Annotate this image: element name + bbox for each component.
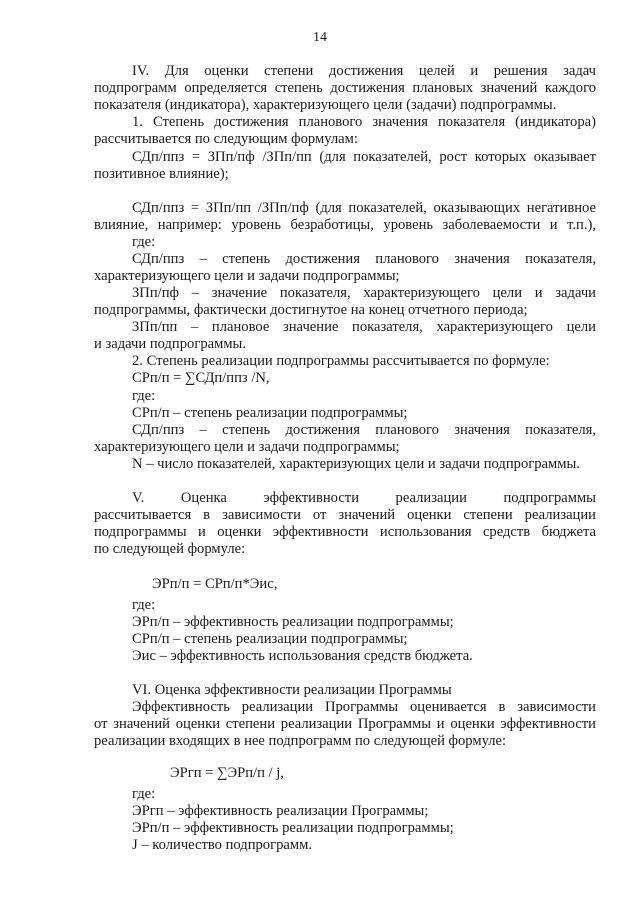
where-label: где: (132, 597, 156, 613)
text-line: рассчитывается по следующим формулам: (94, 131, 358, 147)
definition-line: ЗПп/пп – плановое значение показателя, характеризующего цели (132, 319, 596, 335)
definition-line: J – количество подпрограмм. (132, 837, 312, 853)
text-line: влияние, например: уровень безработицы, уровень заболеваемости и т.п.), (94, 217, 596, 233)
where-label: где: (132, 786, 156, 802)
definition-line: N – число показателей, характеризующих цели и задачи подпрограммы. (132, 456, 580, 472)
text-line: показателя (индикатора), характеризующего цели (задачи) подпрограммы. (94, 97, 557, 113)
definition-line: Эис – эффективность использования средств бюджета. (132, 648, 473, 664)
definition-line: СРп/п – степень реализации подпрограммы; (132, 405, 408, 421)
page-number: 14 (313, 30, 327, 45)
text-line: подпрограммы, фактически достигнутое на конец отчетного периода; (94, 302, 528, 318)
formula-line: СДп/ппз = ЗПп/пф /ЗПп/пп (для показателей, рост которых оказывает (132, 149, 596, 165)
section-iv-heading-line: IV. Для оценки степени достижения целей и решения задач (132, 63, 596, 79)
where-label: где: (132, 388, 156, 404)
section-vi-heading-line: VI. Оценка эффективности реализации Программы (132, 682, 452, 698)
item-2-line: 2. Степень реализации подпрограммы рассчитывается по формуле: (132, 353, 550, 369)
definition-line: ЭРгп – эффективность реализации Программы; (132, 803, 429, 819)
text-line: характеризующего цели и задачи подпрограммы; (94, 439, 400, 455)
text-line: подпрограмм определяется степень достижения плановых значений каждого (94, 80, 596, 96)
text-line: от значений оценки степени реализации Программы и оценки эффективности (94, 716, 596, 732)
text-line: и задачи подпрограммы. (94, 336, 247, 352)
definition-line: СДп/ппз – степень достижения планового значения показателя, (132, 251, 596, 267)
definition-line: СРп/п – степень реализации подпрограммы; (132, 631, 408, 647)
definition-line: СДп/ппз – степень достижения планового значения показателя, (132, 422, 596, 438)
formula-line: СДп/ппз = ЗПп/пп /ЗПп/пф (для показателей, оказывающих негативное (132, 200, 596, 216)
text-line: характеризующего цели и задачи подпрограммы; (94, 268, 400, 284)
definition-line: ЗПп/пф – значение показателя, характеризующего цели и задачи (132, 285, 596, 301)
formula-line: СРп/п = ∑СДп/ппз /N, (132, 370, 270, 386)
section-v-heading-line: V. Оценка эффективности реализации подпрограммы (132, 490, 596, 506)
formula-line: ЭРгп = ∑ЭРп/п / j, (170, 765, 284, 781)
where-label: где: (132, 234, 156, 250)
item-1-line: 1. Степень достижения планового значения показателя (индикатора) (132, 114, 596, 130)
text-line: позитивное влияние); (94, 166, 229, 182)
definition-line: ЭРп/п – эффективность реализации подпрограммы; (132, 820, 454, 836)
text-line: реализации входящих в нее подпрограмм по следующей формуле: (94, 733, 507, 749)
formula-line: ЭРп/п = СРп/п*Эис, (152, 576, 278, 592)
definition-line: ЭРп/п – эффективность реализации подпрограммы; (132, 614, 454, 630)
text-line: по следующей формуле: (94, 541, 246, 557)
text-line: Эффективность реализации Программы оценивается в зависимости (132, 699, 596, 715)
text-line: подпрограммы и оценки эффективности использования средств бюджета (94, 524, 596, 540)
text-line: рассчитывается в зависимости от значений оценки степени реализации (94, 507, 596, 523)
